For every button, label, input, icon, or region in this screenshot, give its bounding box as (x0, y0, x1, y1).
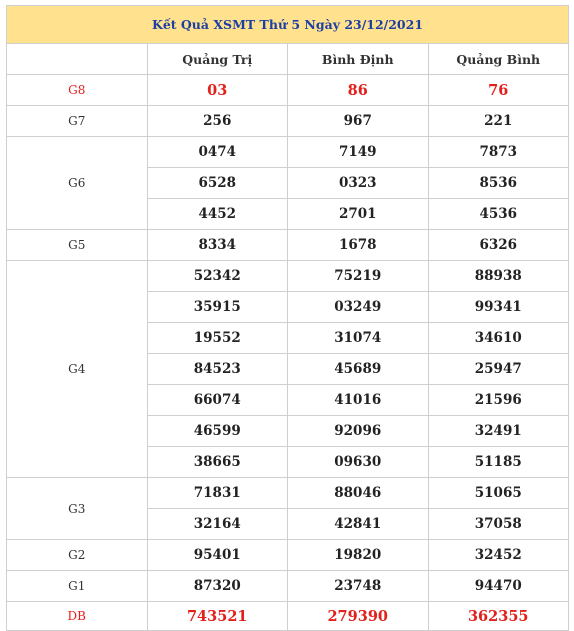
results-title: Kết Quả XSMT Thứ 5 Ngày 23/12/2021 (7, 6, 569, 44)
result-number: 32452 (428, 540, 569, 571)
result-number: 94470 (428, 571, 569, 602)
result-number: 25947 (428, 354, 569, 385)
result-number: 71831 (147, 478, 288, 509)
result-number: 52342 (147, 261, 288, 292)
prize-label-g3: G3 (7, 478, 148, 540)
prize-label-g8: G8 (7, 75, 148, 106)
result-number: 8334 (147, 230, 288, 261)
result-number: 32491 (428, 416, 569, 447)
prize-row-g3 (7, 478, 569, 509)
prize-label-db: DB (7, 602, 148, 631)
result-number: 84523 (147, 354, 288, 385)
result-number: 41016 (288, 385, 429, 416)
result-number: 76 (428, 75, 569, 106)
result-number: 19820 (288, 540, 429, 571)
result-number: 51065 (428, 478, 569, 509)
result-number: 35915 (147, 292, 288, 323)
result-number: 743521 (147, 602, 288, 631)
result-number: 1678 (288, 230, 429, 261)
result-number: 45689 (288, 354, 429, 385)
result-number: 362355 (428, 602, 569, 631)
result-number: 256 (147, 106, 288, 137)
results-body (7, 75, 569, 631)
result-number: 34610 (428, 323, 569, 354)
result-number: 37058 (428, 509, 569, 540)
title-row (7, 6, 569, 44)
result-number: 21596 (428, 385, 569, 416)
result-number: 75219 (288, 261, 429, 292)
result-number: 0323 (288, 168, 429, 199)
result-number: 09630 (288, 447, 429, 478)
result-number: 23748 (288, 571, 429, 602)
result-number: 2701 (288, 199, 429, 230)
result-number: 38665 (147, 447, 288, 478)
prize-row-db (7, 602, 569, 631)
result-number: 6528 (147, 168, 288, 199)
prize-row-g1 (7, 571, 569, 602)
province-header-quang-binh: Quảng Bình (428, 44, 569, 75)
result-number: 99341 (428, 292, 569, 323)
result-number: 32164 (147, 509, 288, 540)
prize-column-header (7, 44, 148, 75)
prize-row-g7 (7, 106, 569, 137)
result-number: 51185 (428, 447, 569, 478)
result-number: 967 (288, 106, 429, 137)
result-number: 87320 (147, 571, 288, 602)
result-number: 4536 (428, 199, 569, 230)
result-number: 7873 (428, 137, 569, 168)
prize-row-g6 (7, 137, 569, 168)
result-number: 4452 (147, 199, 288, 230)
prize-row-g2 (7, 540, 569, 571)
result-number: 03249 (288, 292, 429, 323)
result-number: 19552 (147, 323, 288, 354)
result-number: 86 (288, 75, 429, 106)
province-header-row (7, 44, 569, 75)
result-number: 66074 (147, 385, 288, 416)
result-number: 6326 (428, 230, 569, 261)
result-number: 7149 (288, 137, 429, 168)
province-header-binh-dinh: Bình Định (288, 44, 429, 75)
prize-label-g6: G6 (7, 137, 148, 230)
prize-row-g5 (7, 230, 569, 261)
prize-label-g2: G2 (7, 540, 148, 571)
prize-label-g1: G1 (7, 571, 148, 602)
prize-label-g5: G5 (7, 230, 148, 261)
result-number: 46599 (147, 416, 288, 447)
prize-label-g4: G4 (7, 261, 148, 478)
result-number: 279390 (288, 602, 429, 631)
result-number: 0474 (147, 137, 288, 168)
result-number: 92096 (288, 416, 429, 447)
province-header-quang-tri: Quảng Trị (147, 44, 288, 75)
result-number: 42841 (288, 509, 429, 540)
result-number: 03 (147, 75, 288, 106)
result-number: 31074 (288, 323, 429, 354)
prize-row-g4 (7, 261, 569, 292)
result-number: 8536 (428, 168, 569, 199)
lottery-results-table (6, 5, 569, 631)
result-number: 88046 (288, 478, 429, 509)
result-number: 88938 (428, 261, 569, 292)
prize-label-g7: G7 (7, 106, 148, 137)
prize-row-g8 (7, 75, 569, 106)
result-number: 95401 (147, 540, 288, 571)
result-number: 221 (428, 106, 569, 137)
